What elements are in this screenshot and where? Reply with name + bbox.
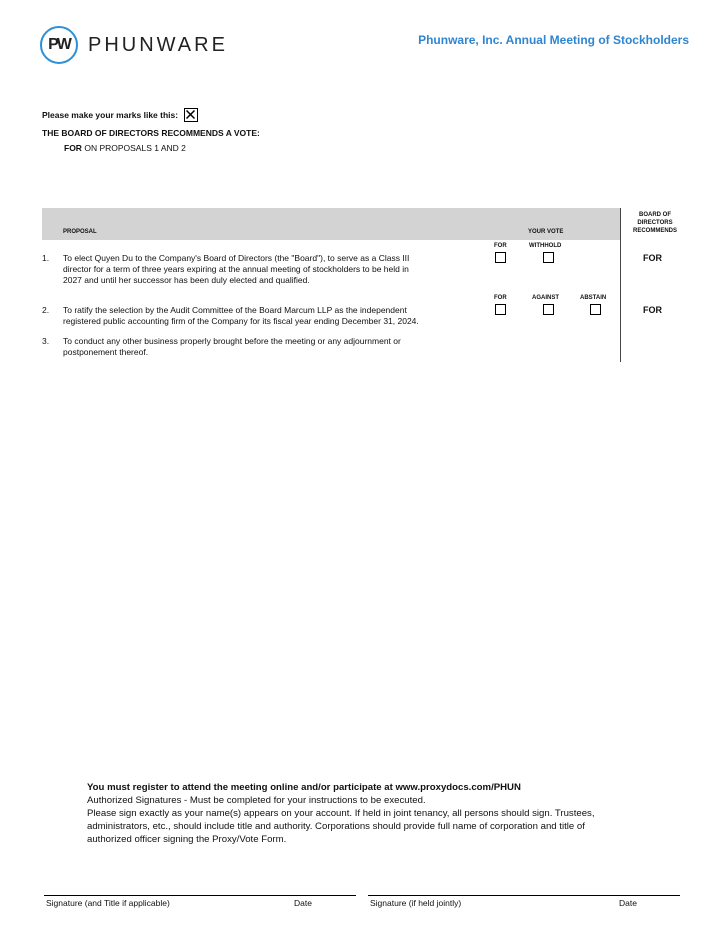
proposal-line: To ratify the selection by the Audit Committee of the Board Marcum LLP as the independent xyxy=(63,305,407,315)
proposal-1-recommendation: FOR xyxy=(643,253,662,263)
proposal-1-for-checkbox[interactable] xyxy=(495,252,506,263)
proposal-line: director for a term of three years expiring at the annual meeting of stockholders to be held in xyxy=(63,264,409,274)
notice-line: Authorized Signatures - Must be completed for your instructions to be executed. xyxy=(87,795,426,806)
proposal-2-against-checkbox[interactable] xyxy=(543,304,554,315)
proposal-line: 2027 and until her successor has been duly elected and qualified. xyxy=(63,275,310,285)
table-divider xyxy=(620,208,621,362)
proposal-3-text xyxy=(63,336,401,358)
date-1-label: Date xyxy=(294,898,312,908)
for-proposals-line xyxy=(64,143,186,153)
for-rest: ON PROPOSALS 1 AND 2 xyxy=(84,143,186,153)
column-proposal: PROPOSAL xyxy=(63,229,97,235)
marks-instruction xyxy=(42,108,198,122)
logo-wordmark: PHUNWARE xyxy=(88,33,228,56)
signature-notice xyxy=(87,781,647,846)
logo-mark-text: PW xyxy=(48,36,70,53)
page-title: Phunware, Inc. Annual Meeting of Stockholders xyxy=(418,33,689,47)
proposal-1-text xyxy=(63,253,409,286)
proposal-2-text xyxy=(63,305,419,327)
example-x-mark-icon xyxy=(184,108,198,122)
signature-2-label: Signature (if held jointly) xyxy=(370,898,462,908)
signature-1-label: Signature (and Title if applicable) xyxy=(46,898,170,908)
proposal-1-withhold-label: WITHHOLD xyxy=(529,243,562,249)
column-board-line: RECOMMENDS xyxy=(632,228,677,234)
date-2-label: Date xyxy=(619,898,637,908)
proposal-2-for-checkbox[interactable] xyxy=(495,304,506,315)
column-board-line: DIRECTORS xyxy=(637,220,673,226)
proposal-1-number: 1. xyxy=(42,253,50,263)
notice-line: authorized officer signing the Proxy/Vote Form. xyxy=(87,834,287,845)
board-recommends-heading: THE BOARD OF DIRECTORS RECOMMENDS A VOTE: xyxy=(42,128,260,138)
signature-line-2[interactable] xyxy=(368,895,680,896)
phunware-logo xyxy=(40,26,228,64)
notice-line: administrators, etc., should include title and authority. Corporations should provide full name of corporation and title of xyxy=(87,821,585,832)
proposal-line: To conduct any other business properly brought before the meeting or any adjournment or xyxy=(63,336,401,346)
notice-line: Please sign exactly as your name(s) appears on your account. If held in joint tenancy, all persons should sign. Trustees, xyxy=(87,808,595,819)
proposal-line: postponement thereof. xyxy=(63,347,149,357)
column-your-vote: YOUR VOTE xyxy=(528,229,564,235)
proposal-2-for-label: FOR xyxy=(494,295,507,301)
proposal-2-number: 2. xyxy=(42,305,50,315)
proposal-2-abstain-checkbox[interactable] xyxy=(590,304,601,315)
signature-line-1[interactable] xyxy=(44,895,356,896)
for-bold: FOR xyxy=(64,143,82,153)
proposal-line: To elect Quyen Du to the Company's Board of Directors (the "Board"), to serve as a Class III xyxy=(63,253,410,263)
column-board-line: BOARD OF xyxy=(639,212,671,218)
proposal-1-for-label: FOR xyxy=(494,243,507,249)
proposal-1-withhold-checkbox[interactable] xyxy=(543,252,554,263)
proposal-2-abstain-label: ABSTAIN xyxy=(580,295,607,301)
logo-mark-icon xyxy=(40,26,78,64)
proposal-2-recommendation: FOR xyxy=(643,305,662,315)
marks-label: Please make your marks like this: xyxy=(42,110,179,120)
proposal-2-against-label: AGAINST xyxy=(532,295,559,301)
proposal-line: registered public accounting firm of the Company for its fiscal year ending December 31, 2024. xyxy=(63,316,419,326)
register-notice: You must register to attend the meeting online and/or participate at www.proxydocs.com/PHUN xyxy=(87,782,521,793)
proposal-3-number: 3. xyxy=(42,336,50,346)
proposal-table-header xyxy=(42,208,620,240)
column-board-recommends xyxy=(624,211,686,235)
